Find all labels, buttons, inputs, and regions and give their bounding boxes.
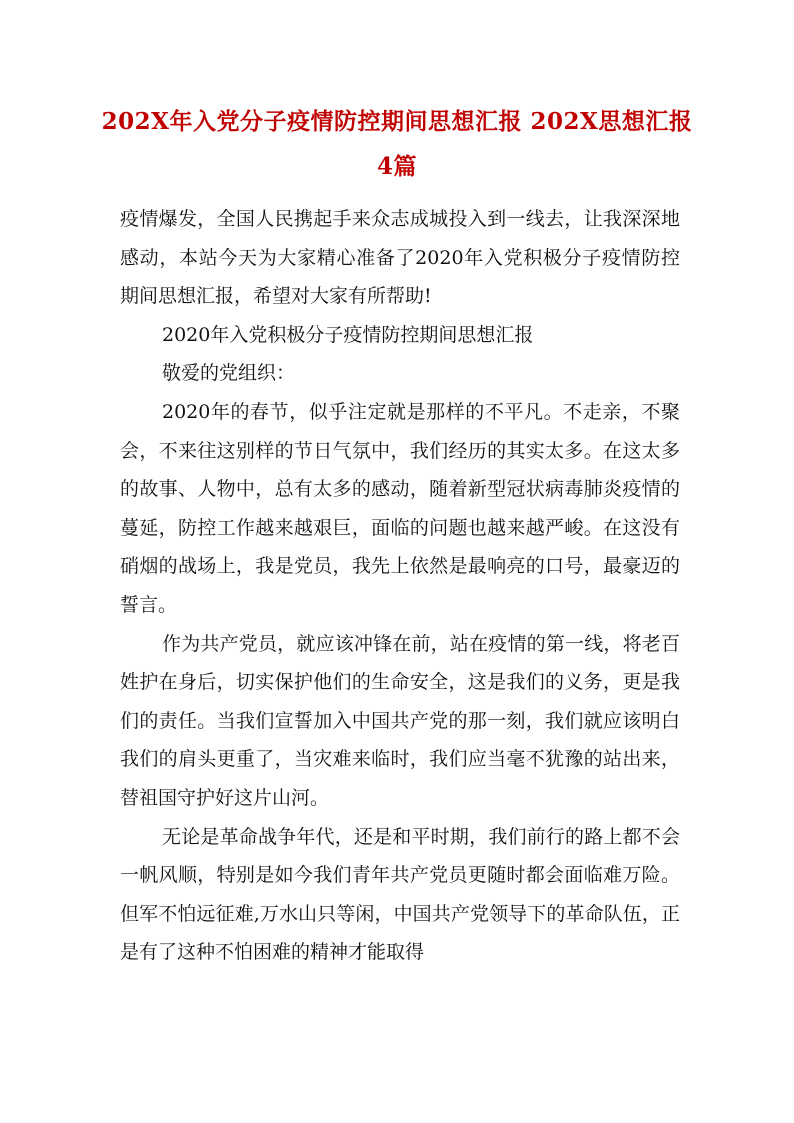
intro-paragraph: 疫情爆发，全国人民携起手来众志成城投入到一线去，让我深深地感动，本站今天为大家精心准备了2020年入党积极分子疫情防控期间思想汇报，希望对大家有所帮助! xyxy=(120,208,680,308)
document-body xyxy=(120,200,680,972)
report-heading: 2020年入党积极分子疫情防控期间思想汇报 xyxy=(162,323,534,346)
body-paragraph: 2020年的春节，似乎注定就是那样的不平凡。不走亲，不聚会，不来往这别样的节日气氛中，我们经历的其实太多。在这太多的故事、人物中，总有太多的感动，随着新型冠状病毒肺炎疫情的蔓延，防控工作越来越艰巨，面临的问题也越来越严峻。在这没有硝烟的战场上，我是党员，我先上依然是最响亮的口号，最豪迈的誓言。 xyxy=(120,400,680,616)
document-title: 202X年入党分子疫情防控期间思想汇报 202X思想汇报4篇 xyxy=(101,108,693,180)
salutation: 敬爱的党组织： xyxy=(162,362,296,385)
body-paragraph: 无论是革命战争年代，还是和平时期，我们前行的路上都不会一帆风顺，特别是如今我们青年共产党员更随时都会面临难万险。但军不怕远征难,万水山只等闲，中国共产党领导下的革命队伍，正是有了这种不怕困难的精神才能取得 xyxy=(120,825,680,964)
body-paragraph: 作为共产党员，就应该冲锋在前，站在疫情的第一线，将老百姓护在身后，切实保护他们的生命安全，这是我们的义务，更是我们的责任。当我们宣誓加入中国共产党的那一刻，我们就应该明白我们的肩头更重了，当灾难来临时，我们应当毫不犹豫的站出来，替祖国守护好这片山河。 xyxy=(120,632,680,809)
